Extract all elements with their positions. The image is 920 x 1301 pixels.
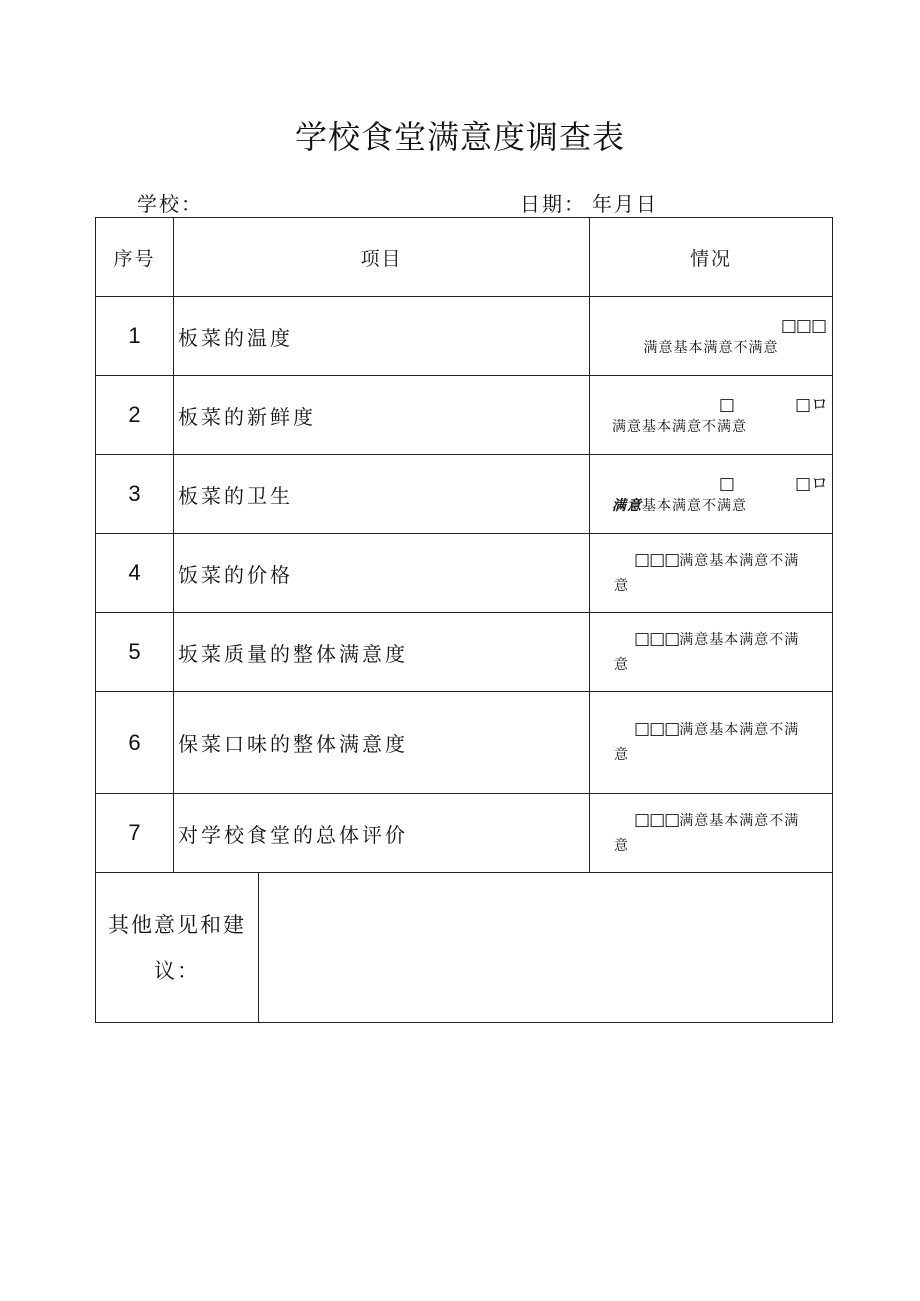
other-suggestions-input[interactable] <box>259 873 833 1023</box>
table-row <box>96 613 833 692</box>
rating-labels-tail: 意 <box>614 656 630 673</box>
row-status <box>590 297 833 376</box>
header-item: 项目 <box>174 218 590 297</box>
other-label-line2: 议： <box>154 958 200 983</box>
checkbox-group[interactable]: □□□ <box>634 628 680 649</box>
table-row <box>96 455 833 534</box>
row-item: 坂菜质量的整体满意度 <box>174 613 590 692</box>
rating-labels-tail: 意 <box>614 747 630 763</box>
row-status <box>590 534 833 613</box>
row-number: 7 <box>96 794 174 873</box>
rating-labels: 满意基本满意不满 <box>679 552 800 569</box>
row-number: 1 <box>96 297 174 376</box>
rating-labels <box>590 495 832 515</box>
school-field[interactable] <box>137 188 203 217</box>
row-number: 4 <box>96 534 174 613</box>
table-row <box>96 297 833 376</box>
row-status <box>590 794 833 873</box>
row-number: 6 <box>96 692 174 794</box>
row-number: 5 <box>96 613 174 692</box>
row-status <box>590 376 833 455</box>
table-row <box>96 692 833 794</box>
page-title: 学校食堂满意度调查表 <box>294 118 625 156</box>
table-row <box>96 534 833 613</box>
row-item: 饭菜的价格 <box>174 534 590 613</box>
checkbox-right[interactable]: □ロ <box>794 395 829 415</box>
checkbox-right[interactable]: □ロ <box>794 474 829 494</box>
checkbox-group[interactable]: □□□ <box>634 549 680 570</box>
other-label-line1: 其他意见和建 <box>108 912 246 937</box>
table-header-row <box>96 218 833 297</box>
other-suggestions-label <box>96 873 259 1023</box>
date-value: 年月日 <box>592 192 658 216</box>
rating-labels: 满意基本满意不满 <box>679 631 800 648</box>
row-item: 保菜口味的整体满意度 <box>174 692 590 794</box>
checkbox-left[interactable]: □ <box>718 395 735 415</box>
date-field[interactable] <box>520 188 658 217</box>
row-item: 板菜的卫生 <box>174 455 590 534</box>
rating-labels: 满意基本满意不满 <box>679 722 800 738</box>
header-status: 情况 <box>590 218 833 297</box>
row-item: 对学校食堂的总体评价 <box>174 794 590 873</box>
table-row <box>96 376 833 455</box>
survey-table <box>95 217 833 1023</box>
checkbox-group[interactable]: □□□ <box>634 719 680 739</box>
rating-labels: 满意基本满意不满意 <box>612 419 748 435</box>
date-label: 日期： <box>520 192 586 216</box>
rating-labels-tail: 意 <box>614 577 630 594</box>
rating-labels-tail: 意 <box>614 837 630 854</box>
rating-label-emphasis: 满意 <box>612 498 643 514</box>
header-index: 序号 <box>96 218 174 297</box>
checkbox-left[interactable]: □ <box>718 474 735 494</box>
row-item: 板菜的新鲜度 <box>174 376 590 455</box>
row-status <box>590 692 833 794</box>
row-item: 板菜的温度 <box>174 297 590 376</box>
rating-labels: 满意基本满意不满意 <box>643 340 779 356</box>
row-status <box>590 455 833 534</box>
row-number: 3 <box>96 455 174 534</box>
row-status <box>590 613 833 692</box>
row-number: 2 <box>96 376 174 455</box>
school-label: 学校： <box>137 192 203 216</box>
checkbox-group[interactable]: □□□ <box>780 316 827 336</box>
checkbox-group[interactable]: □□□ <box>634 809 680 830</box>
table-row <box>96 794 833 873</box>
rating-labels: 满意基本满意不满 <box>679 812 800 829</box>
other-suggestions-row <box>96 873 833 1023</box>
rating-label-rest: 基本满意不满意 <box>642 498 748 514</box>
